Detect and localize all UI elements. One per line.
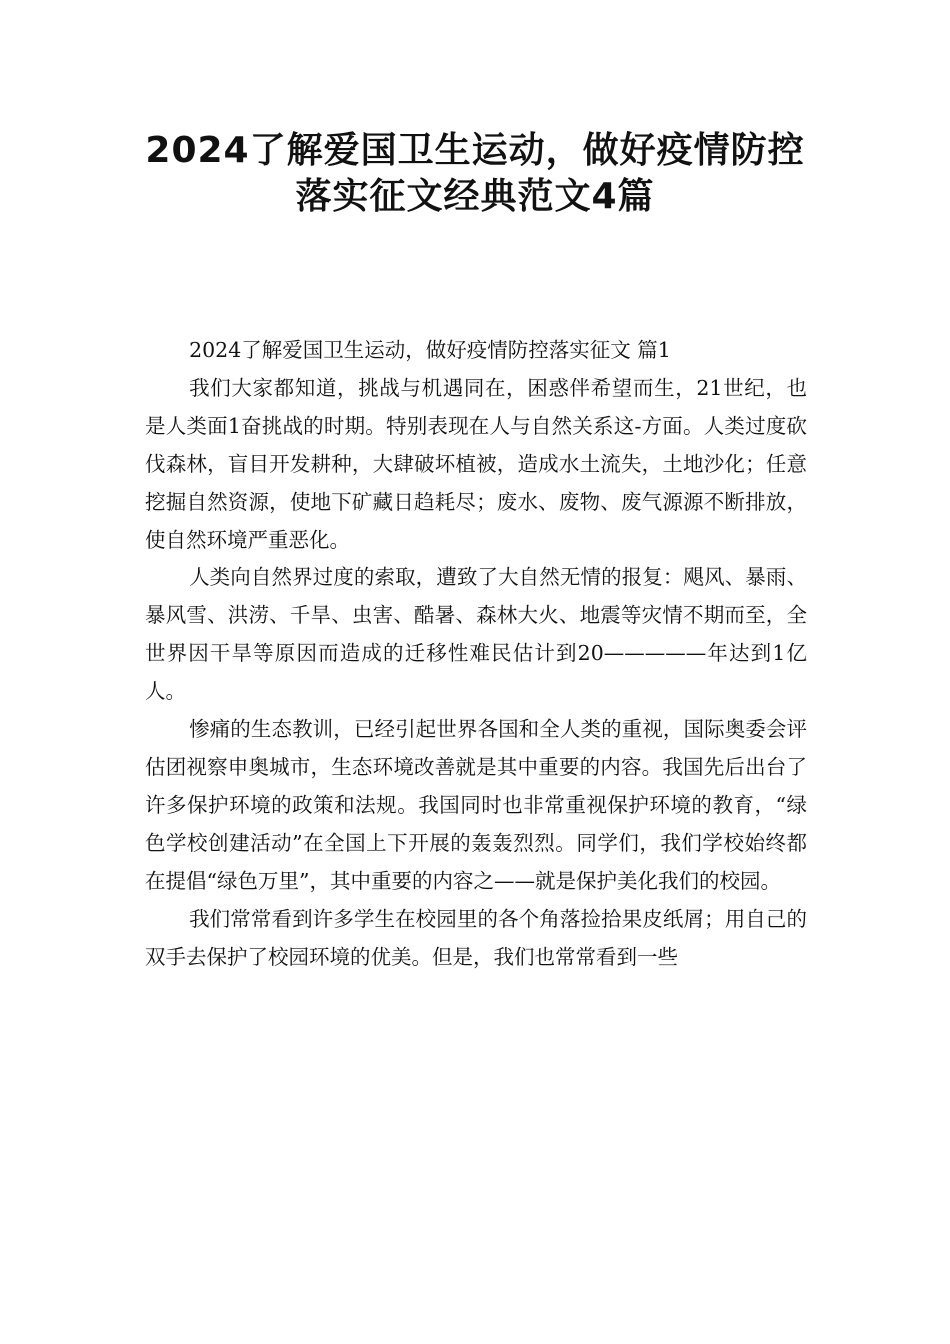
section-heading: 2024了解爱国卫生运动，做好疫情防控落实征文 篇1	[189, 338, 671, 362]
document-title	[120, 128, 830, 220]
paragraph-3: 惨痛的生态教训，已经引起世界各国和全人类的重视，国际奥委会评估团视察申奥城市，生态环境改善就是其中重要的内容。我国先后出台了许多保护环境的政策和法规。我国同时也非常重视保护环境的教育，“绿色学校创建活动”在全国上下开展的轰轰烈烈。同学们，我们学校始终都在提倡“绿色万里”，其中重要的内容之——就是保护美化我们的校园。	[145, 717, 807, 893]
paragraph-2: 人类向自然界过度的索取，遭致了大自然无情的报复：飓风、暴雨、暴风雪、洪涝、千旱、虫害、酷暑、森林大火、地震等灾情不期而至，全世界因干旱等原因而造成的迁移性难民估计到20—————年达到1亿人。	[145, 565, 807, 704]
paragraph-1: 我们大家都知道，挑战与机遇同在，困惑伴希望而生，21世纪，也是人类面1奋挑战的时期。特别表现在人与自然关系这-方面。人类过度砍伐森林，盲目开发耕种，大肆破坏植被，造成水土流失，土地沙化；任意挖掘自然资源，使地下矿藏日趋耗尽；废水、废物、废气源源不断排放，使自然环境严重恶化。	[145, 375, 807, 552]
title-line-1: 2024了解爱国卫生运动，做好疫情防控	[145, 130, 805, 171]
document-body	[145, 332, 807, 976]
title-line-2: 落实征文经典范文4篇	[295, 176, 655, 217]
paragraph-4: 我们常常看到许多学生在校园里的各个角落捡拾果皮纸屑；用自己的双手去保护了校园环境的优美。但是，我们也常常看到一些	[145, 906, 807, 969]
